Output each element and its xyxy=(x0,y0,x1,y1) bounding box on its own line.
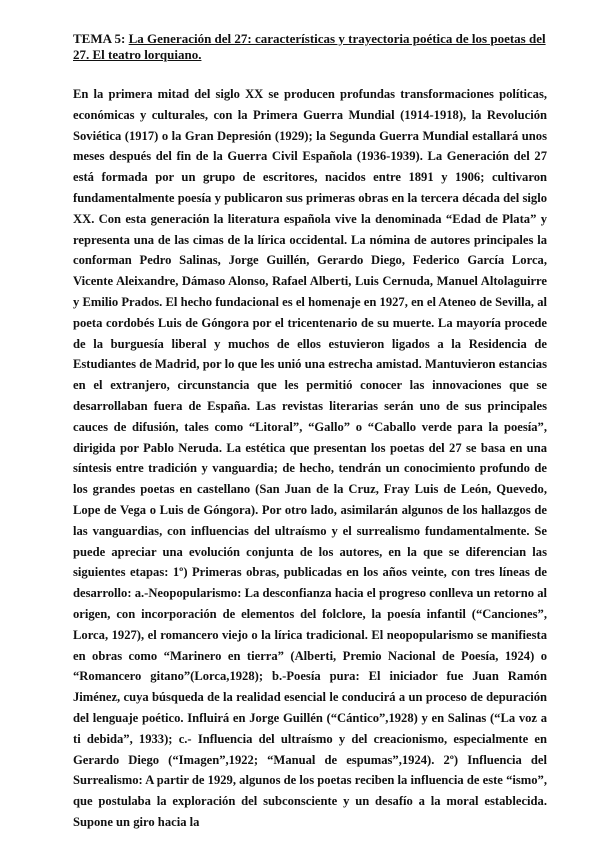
heading-label: TEMA 5: xyxy=(73,31,126,46)
heading-title: La Generación del 27: características y trayectoria poética de los poetas del 27. El teatro lorquiano. xyxy=(73,31,546,62)
document-heading xyxy=(73,31,547,63)
body-paragraph: En la primera mitad del siglo XX se producen profundas transformaciones políticas, económicas y culturales, con la Primera Guerra Mundial (1914-1918), la Revolución Soviética (1917) o la Gran Depresión (1929); la Segunda Guerra Mundial estallará unos meses después del fin de la Guerra Civil Española (1936-1939). La Generación del 27 está formada por un grupo de escritores, nacidos entre 1891 y 1906; cultivaron fundamentalmente poesía y publicaron sus primeras obras en la tercera década del siglo XX. Con esta generación la literatura española vive la denominada “Edad de Plata” y representa una de las cimas de la lírica occidental. La nómina de autores principales la conforman Pedro Salinas, Jorge Guillén, Gerardo Diego, Federico García Lorca, Vicente Aleixandre, Dámaso Alonso, Rafael Alberti, Luis Cernuda, Manuel Altolaguirre y Emilio Prados. El hecho fundacional es el homenaje en 1927, en el Ateneo de Sevilla, al poeta cordobés Luis de Góngora por el tricentenario de su muerte. La mayoría procede de la burguesía liberal y muchos de ellos estuvieron ligados a la Residencia de Estudiantes de Madrid, por lo que les unió una estrecha amistad. Mantuvieron estancias en el extranjero, circunstancia que les permitió conocer las innovaciones que se desarrollaban fuera de España. Las revistas literarias serán uno de sus principales cauces de difusión, tales como “Litoral”, “Gallo” o “Caballo verde para la poesía”, dirigida por Pablo Neruda. La estética que presentan los poetas del 27 se basa en una síntesis entre tradición y vanguardia; de hecho, tendrán un conocimiento profundo de los grandes poetas en castellano (San Juan de la Cruz, Fray Luis de León, Quevedo, Lope de Vega o Luis de Góngora). Por otro lado, asimilarán algunos de los hallazgos de las vanguardias, con influencias del ultraísmo y el surrealismo fundamentalmente. Se puede apreciar una evolución conjunta de los autores, en la que se diferencian las siguientes etapas: 1º) Primeras obras, publicadas en los años veinte, con tres líneas de desarrollo: a.-Neopopularismo: La desconfianza hacia el progreso conlleva un retorno al origen, con incorporación de elementos del folclore, la poesía infantil (“Canciones”, Lorca, 1927), el romancero viejo o la lírica tradicional. El neopopularismo se manifiesta en obras como “Marinero en tierra” (Alberti, Premio Nacional de Poesía, 1924) o “Romancero gitano”(Lorca,1928); b.-Poesía pura: El iniciador fue Juan Ramón Jiménez, cuya búsqueda de la realidad esencial le conducirá a un proceso de depuración del lenguaje poético. Influirá en Jorge Guillén (“Cántico”,1928) y en Salinas (“La voz a ti debida”, 1933); c.- Influencia del ultraísmo y del creacionismo, especialmente en Gerardo Diego (“Imagen”,1922; “Manual de espumas”,1924). 2º) Influencia del Surrealismo: A partir de 1929, algunos de los poetas reciben la influencia de este “ismo”, que postulaba la exploración del subconsciente y un desafío a la moral establecida. Supone un giro hacia la xyxy=(73,87,547,829)
